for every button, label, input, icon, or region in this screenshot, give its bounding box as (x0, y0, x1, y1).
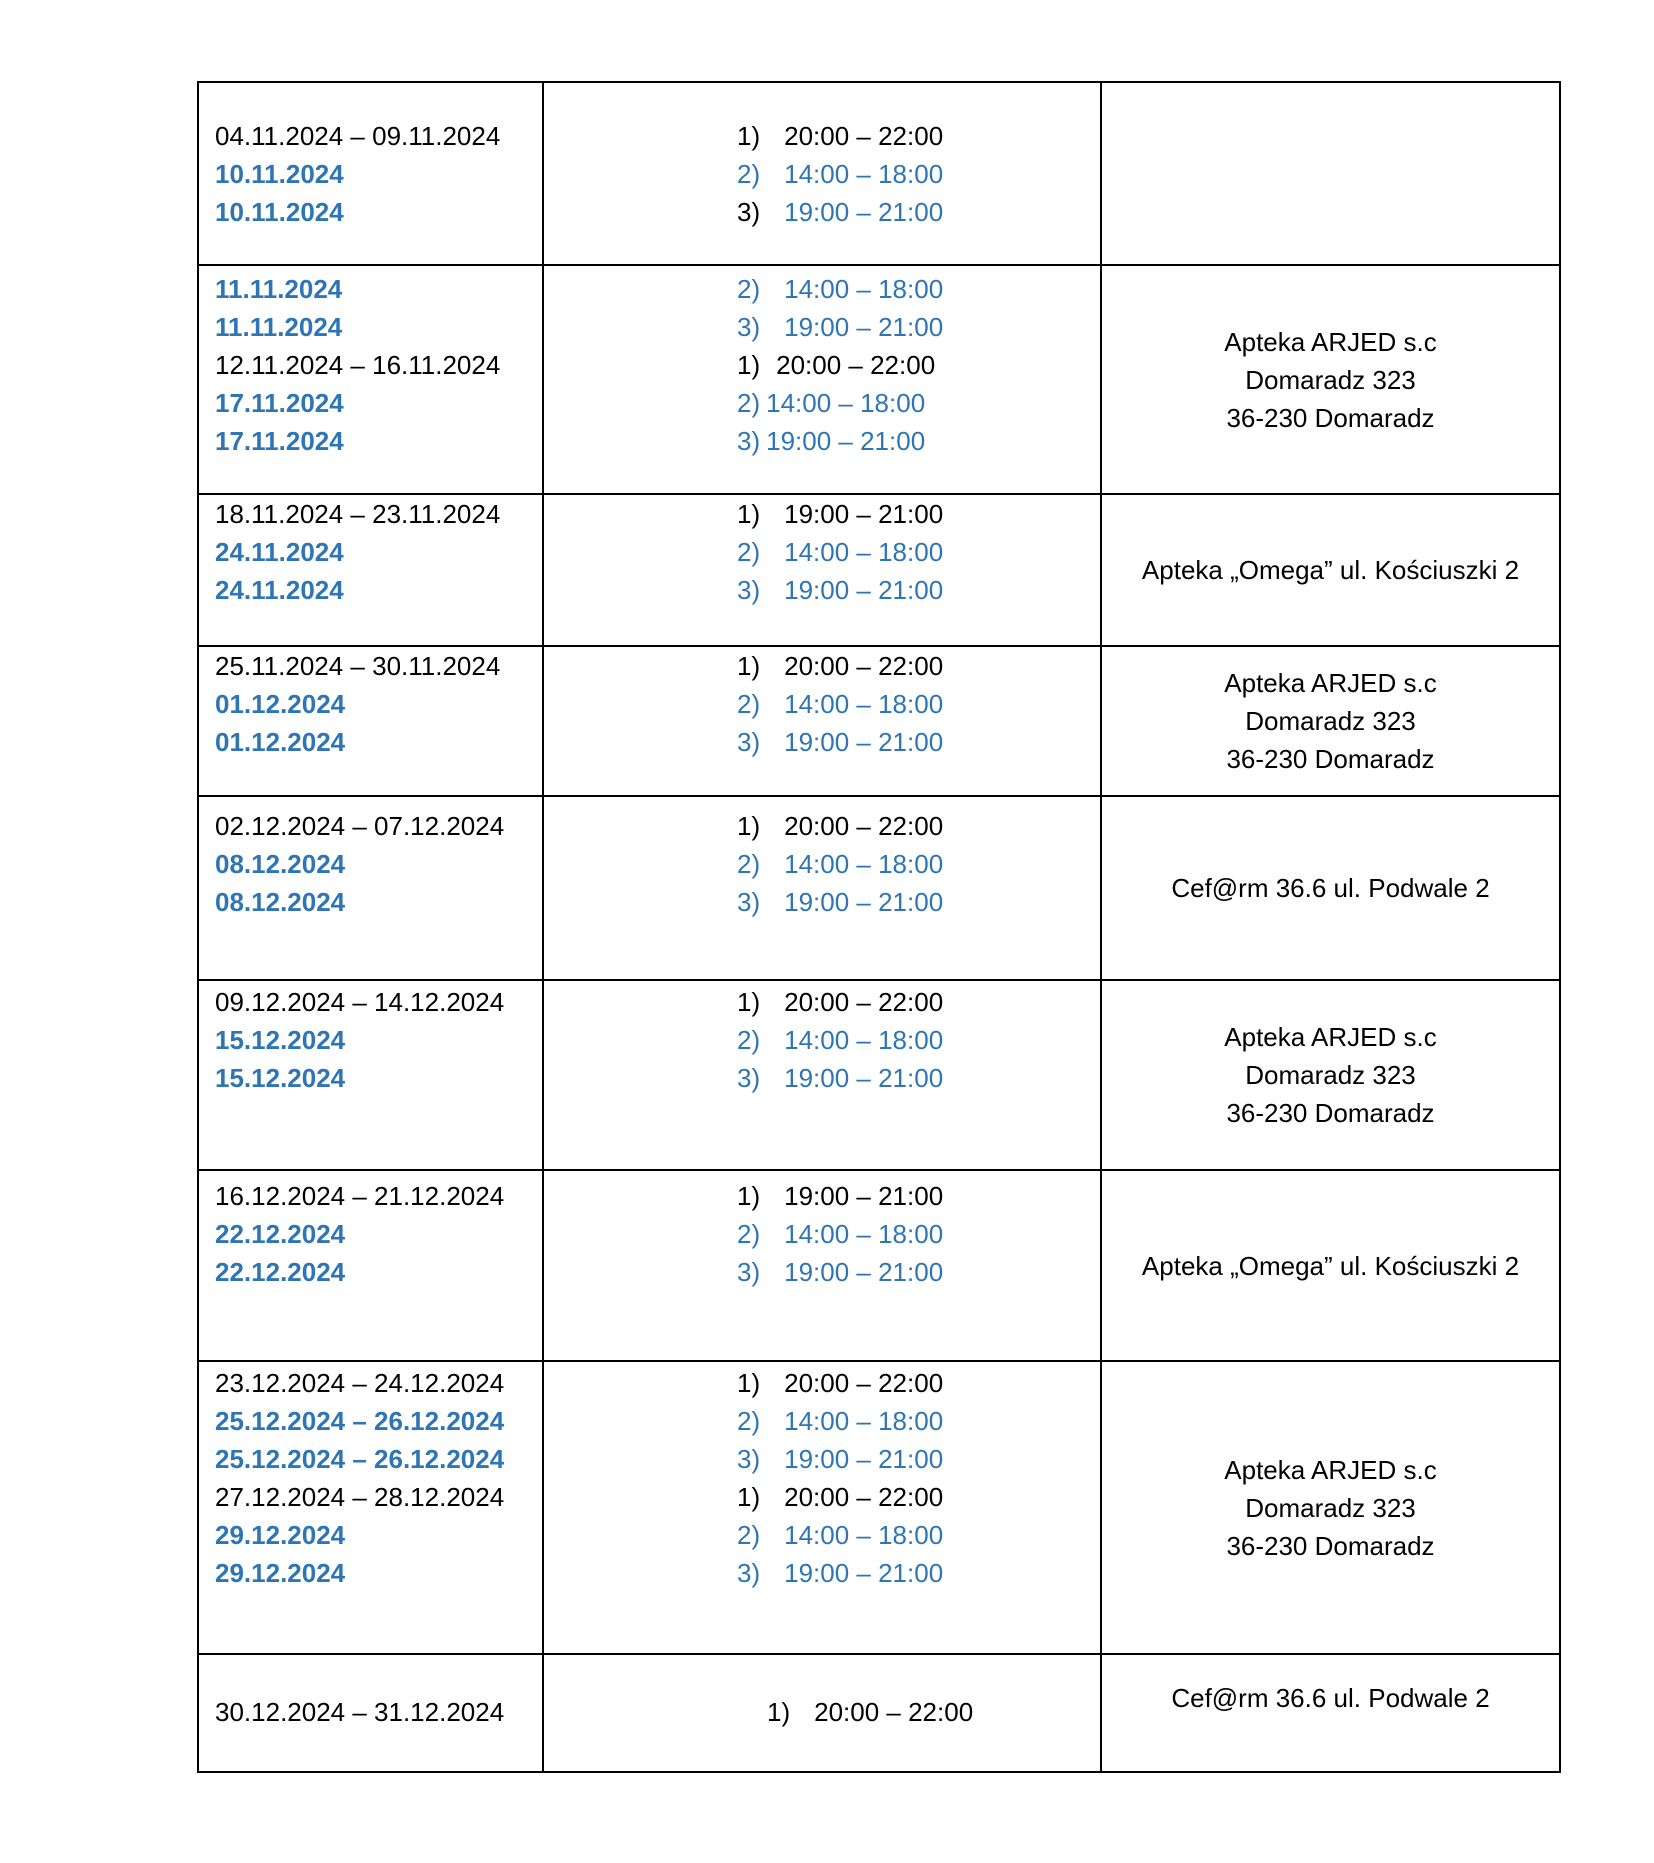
list-number: 1) (737, 121, 761, 151)
pharmacy-cell (1101, 646, 1560, 796)
date-range: 17.11.2024 (215, 388, 344, 418)
list-number: 2) (737, 159, 761, 189)
duty-hours-range: 14:00 – 18:00 (784, 274, 944, 304)
list-number: 3) (737, 426, 761, 456)
duty-hours-line (737, 155, 943, 193)
date-range: 10.11.2024 (215, 159, 344, 189)
duty-hours-line (767, 1693, 973, 1731)
pharmacy-cell (1101, 265, 1560, 494)
list-number: 3) (737, 1063, 761, 1093)
table-row (198, 1170, 1560, 1361)
pharmacy-address-line: 36-230 Domaradz (1226, 402, 1435, 433)
date-range: 18.11.2024 – 23.11.2024 (215, 499, 501, 529)
date-range: 25.12.2024 – 26.12.2024 (215, 1406, 505, 1436)
date-range: 15.12.2024 (215, 1063, 346, 1093)
pharmacy-address-line: Domaradz 323 (1245, 364, 1416, 395)
duty-hours-block (737, 983, 943, 1097)
duty-hours-block (737, 495, 943, 609)
duty-hours-range: 19:00 – 21:00 (784, 499, 944, 529)
pharmacy-name: Cef@rm 36.6 ul. Podwale 2 (1171, 873, 1490, 903)
duty-hours-range: 19:00 – 21:00 (784, 197, 944, 227)
pharmacy-name: Apteka ARJED s.c (1224, 668, 1437, 698)
list-number: 3) (737, 1558, 761, 1588)
duty-hours-line (737, 647, 943, 685)
duty-hours-block (737, 807, 943, 921)
duty-hours-block (737, 270, 943, 460)
duty-hours-line (737, 845, 943, 883)
list-number: 2) (737, 274, 761, 304)
pharmacy-cell (1101, 1361, 1560, 1654)
date-range: 01.12.2024 (215, 727, 346, 757)
pharmacy-address-line: Domaradz 323 (1245, 706, 1416, 736)
list-number: 1) (737, 1482, 761, 1512)
duty-hours-range: 19:00 – 21:00 (784, 1558, 944, 1588)
pharmacy-cell (1101, 494, 1560, 646)
duty-hours-range: 20:00 – 22:00 (784, 651, 944, 681)
pharmacy-name: Apteka „Omega” ul. Kościuszki 2 (1141, 1250, 1520, 1281)
date-range: 15.12.2024 (215, 1025, 346, 1055)
date-range: 08.12.2024 (215, 887, 346, 917)
duty-hours-line (737, 571, 943, 609)
duty-hours-line (737, 1478, 943, 1516)
duty-schedule-body (198, 82, 1560, 1772)
date-cell (198, 1170, 543, 1361)
pharmacy-cell (1101, 82, 1560, 265)
hours-cell (543, 796, 1101, 980)
table-row (198, 1361, 1560, 1654)
date-range: 09.12.2024 – 14.12.2024 (215, 987, 505, 1017)
list-number: 3) (737, 887, 761, 917)
list-number: 3) (737, 575, 761, 605)
pharmacy-address-line: 36-230 Domaradz (1226, 1530, 1435, 1561)
date-range: 08.12.2024 (215, 849, 346, 879)
list-number: 2) (737, 388, 761, 418)
duty-hours-block (737, 1364, 943, 1592)
duty-hours-line (737, 883, 943, 921)
list-number: 2) (737, 1406, 761, 1436)
duty-hours-line (737, 346, 943, 384)
duty-hours-range: 19:00 – 21:00 (784, 575, 944, 605)
date-range: 29.12.2024 (215, 1558, 346, 1588)
duty-hours-range: 19:00 – 21:00 (766, 426, 926, 456)
date-cell (198, 1361, 543, 1654)
date-range: 10.11.2024 (215, 197, 344, 227)
list-number: 2) (737, 1025, 761, 1055)
hours-cell (543, 646, 1101, 796)
duty-hours-line (737, 117, 943, 155)
date-cell (198, 82, 543, 265)
duty-hours-line (737, 1440, 943, 1478)
date-cell (198, 796, 543, 980)
duty-hours-range: 19:00 – 21:00 (784, 1444, 944, 1474)
date-cell (198, 265, 543, 494)
duty-hours-range: 14:00 – 18:00 (784, 159, 944, 189)
date-range: 24.11.2024 (215, 575, 344, 605)
duty-hours-block (737, 647, 943, 761)
duty-hours-block (737, 1177, 943, 1291)
duty-hours-range: 20:00 – 22:00 (784, 811, 944, 841)
hours-cell (543, 1361, 1101, 1654)
duty-hours-block (767, 1693, 973, 1731)
date-cell (198, 1654, 543, 1772)
duty-hours-range: 14:00 – 18:00 (784, 1025, 944, 1055)
duty-hours-line (737, 1253, 943, 1291)
duty-hours-range: 20:00 – 22:00 (784, 121, 944, 151)
list-number: 1) (737, 811, 761, 841)
list-number: 2) (737, 537, 761, 567)
list-number: 2) (737, 849, 761, 879)
duty-hours-line (737, 533, 943, 571)
duty-hours-line (737, 270, 943, 308)
date-range: 24.11.2024 (215, 537, 344, 567)
duty-hours-line (737, 422, 943, 460)
table-row (198, 494, 1560, 646)
duty-hours-line (737, 1364, 943, 1402)
hours-cell (543, 265, 1101, 494)
pharmacy-address-line: Domaradz 323 (1245, 1492, 1416, 1523)
list-number: 2) (737, 1219, 761, 1249)
duty-hours-range: 14:00 – 18:00 (784, 1520, 944, 1550)
date-range: 12.11.2024 – 16.11.2024 (215, 350, 501, 380)
duty-hours-range: 20:00 – 22:00 (784, 1482, 944, 1512)
hours-cell (543, 494, 1101, 646)
pharmacy-address-line: 36-230 Domaradz (1226, 1098, 1435, 1128)
duty-hours-line (737, 1215, 943, 1253)
table-row (198, 796, 1560, 980)
date-range: 04.11.2024 – 09.11.2024 (215, 121, 501, 151)
list-number: 1) (737, 499, 761, 529)
duty-hours-block (737, 117, 943, 231)
date-range: 30.12.2024 – 31.12.2024 (215, 1697, 505, 1727)
hours-cell (543, 1654, 1101, 1772)
list-number: 3) (737, 727, 761, 757)
duty-hours-range: 19:00 – 21:00 (784, 727, 944, 757)
duty-hours-line (737, 1021, 943, 1059)
list-number: 1) (737, 350, 761, 380)
duty-hours-range: 20:00 – 22:00 (784, 987, 944, 1017)
date-range: 17.11.2024 (215, 426, 344, 456)
list-number: 1) (737, 651, 761, 681)
date-range: 27.12.2024 – 28.12.2024 (215, 1482, 505, 1512)
duty-hours-range: 14:00 – 18:00 (784, 689, 944, 719)
pharmacy-cell (1101, 1170, 1560, 1361)
pharmacy-address-line: Domaradz 323 (1245, 1060, 1416, 1090)
table-row (198, 82, 1560, 265)
list-number: 1) (737, 1181, 761, 1211)
date-cell (198, 494, 543, 646)
date-range: 01.12.2024 (215, 689, 346, 719)
date-range: 11.11.2024 (215, 274, 343, 304)
date-cell (198, 646, 543, 796)
date-range: 25.11.2024 – 30.11.2024 (215, 651, 501, 681)
duty-schedule-table (197, 81, 1561, 1773)
pharmacy-cell (1101, 1654, 1560, 1772)
duty-hours-range: 19:00 – 21:00 (784, 1181, 944, 1211)
duty-hours-range: 20:00 – 22:00 (814, 1697, 974, 1727)
duty-hours-range: 14:00 – 18:00 (784, 1219, 944, 1249)
duty-hours-range: 14:00 – 18:00 (784, 1406, 944, 1436)
duty-hours-range: 14:00 – 18:00 (766, 388, 926, 418)
pharmacy-address-line: 36-230 Domaradz (1226, 744, 1435, 774)
date-range: 29.12.2024 (215, 1520, 346, 1550)
duty-hours-range: 19:00 – 21:00 (784, 1257, 944, 1287)
list-number: 2) (737, 689, 761, 719)
list-number: 3) (737, 1257, 761, 1287)
pharmacy-name: Cef@rm 36.6 ul. Podwale 2 (1171, 1683, 1490, 1713)
duty-hours-line (737, 308, 943, 346)
list-number: 3) (737, 312, 761, 342)
duty-hours-line (737, 983, 943, 1021)
duty-hours-line (737, 685, 943, 723)
duty-hours-range: 19:00 – 21:00 (784, 887, 944, 917)
duty-hours-line (737, 723, 943, 761)
date-cell (198, 980, 543, 1170)
list-number: 2) (737, 1520, 761, 1550)
date-range: 11.11.2024 (215, 312, 343, 342)
duty-hours-line (737, 1516, 943, 1554)
pharmacy-name: Apteka „Omega” ul. Kościuszki 2 (1141, 555, 1520, 585)
duty-hours-range: 14:00 – 18:00 (784, 537, 944, 567)
duty-hours-line (737, 1059, 943, 1097)
duty-hours-line (737, 1177, 943, 1215)
date-range: 25.12.2024 – 26.12.2024 (215, 1444, 505, 1474)
list-number: 3) (737, 197, 761, 227)
duty-hours-line (737, 807, 943, 845)
duty-hours-range: 20:00 – 22:00 (776, 350, 936, 380)
duty-hours-line (737, 1402, 943, 1440)
date-range: 22.12.2024 (215, 1257, 346, 1287)
list-number: 3) (737, 1444, 761, 1474)
table-row (198, 980, 1560, 1170)
table-row (198, 646, 1560, 796)
duty-hours-line (737, 384, 943, 422)
hours-cell (543, 1170, 1101, 1361)
list-number: 1) (737, 1368, 761, 1398)
pharmacy-name: Apteka ARJED s.c (1224, 1022, 1437, 1052)
date-range: 02.12.2024 – 07.12.2024 (215, 811, 505, 841)
pharmacy-name: Apteka ARJED s.c (1224, 326, 1437, 357)
table-row (198, 265, 1560, 494)
duty-hours-range: 20:00 – 22:00 (784, 1368, 944, 1398)
pharmacy-name: Apteka ARJED s.c (1224, 1454, 1437, 1485)
pharmacy-cell (1101, 980, 1560, 1170)
duty-hours-range: 19:00 – 21:00 (784, 1063, 944, 1093)
list-number: 1) (767, 1697, 791, 1727)
hours-cell (543, 980, 1101, 1170)
date-range: 22.12.2024 (215, 1219, 346, 1249)
duty-hours-line (737, 1554, 943, 1592)
hours-cell (543, 82, 1101, 265)
duty-hours-line (737, 495, 943, 533)
date-range: 16.12.2024 – 21.12.2024 (215, 1181, 505, 1211)
duty-hours-line (737, 193, 943, 231)
list-number: 1) (737, 987, 761, 1017)
table-row (198, 1654, 1560, 1772)
pharmacy-cell (1101, 796, 1560, 980)
date-range: 23.12.2024 – 24.12.2024 (215, 1368, 505, 1398)
duty-hours-range: 19:00 – 21:00 (784, 312, 944, 342)
duty-hours-range: 14:00 – 18:00 (784, 849, 944, 879)
